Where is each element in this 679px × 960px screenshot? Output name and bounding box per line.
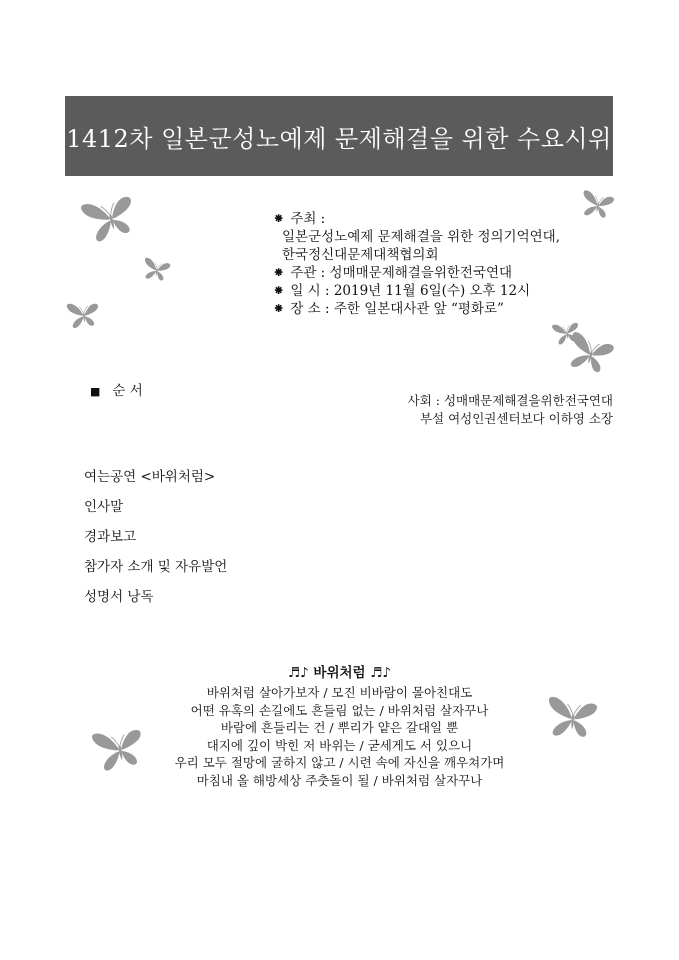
list-item: 여는공연 <바위처럼> — [84, 469, 216, 485]
organizer-line-1: 일본군성노예제 문제해결을 위한 정의기억연대, — [282, 229, 560, 245]
butterfly-icon — [140, 255, 174, 286]
lyric-line: 바람에 흔들리는 건 / 뿌리가 얕은 갈대일 뿐 — [220, 720, 459, 735]
mc-line-1: 사회 : 성매매문제해결을위한전국연대 — [407, 393, 613, 408]
song-lyrics — [0, 684, 679, 789]
program-list — [84, 467, 227, 617]
page-title: 1412차 일본군성노예제 문제해결을 위한 수요시위 — [66, 124, 612, 153]
butterfly-icon — [561, 326, 621, 381]
lyric-line: 대지에 깊이 박힌 저 바위는 / 굳세게도 서 있으니 — [206, 737, 473, 753]
event-info — [273, 210, 593, 318]
mc-line-2: 부설 여성인권센터보다 이하영 소장 — [419, 411, 613, 426]
asterisk-icon: ⁕ — [273, 301, 285, 317]
lyric-line: 어떤 유혹의 손길에도 흔들림 없는 / 바위처럼 살자꾸나 — [190, 702, 489, 718]
order-heading — [90, 379, 143, 399]
mc-info — [408, 392, 613, 428]
asterisk-icon: ⁕ — [273, 211, 285, 227]
song-title: ♬♪ 바위처럼 ♬♪ — [288, 665, 391, 681]
host-org: 주관 : 성매매문제해결을위한전국연대 — [290, 265, 513, 281]
asterisk-icon: ⁕ — [273, 265, 285, 281]
lyric-line: 마침내 올 해방세상 주춧돌이 될 / 바위처럼 살자꾸나 — [196, 772, 483, 788]
lyric-line: 바위처럼 살아가보자 / 모진 비바람이 몰아친대도 — [206, 685, 473, 700]
place-row — [273, 300, 593, 318]
organizer-row — [273, 210, 593, 228]
organizer-label: 주최 : — [290, 211, 326, 227]
list-item: 경과보고 — [84, 529, 137, 545]
asterisk-icon: ⁕ — [273, 283, 285, 299]
square-bullet-icon: ■ — [90, 385, 101, 398]
list-item: 인사말 — [84, 499, 124, 515]
datetime: 일 시 : 2019년 11월 6일(수) 오후 12시 — [290, 283, 531, 299]
butterfly-icon — [77, 186, 146, 249]
list-item: 참가자 소개 및 자유발언 — [84, 559, 228, 575]
title-banner — [65, 96, 613, 176]
order-label: 순 서 — [112, 383, 143, 399]
datetime-row — [273, 282, 593, 300]
butterfly-icon — [65, 298, 103, 331]
list-item: 성명서 낭독 — [84, 589, 154, 605]
lyric-line: 우리 모두 절망에 굴하지 않고 / 시련 속에 자신을 깨우쳐가며 — [174, 755, 505, 770]
organizer-line-2: 한국정신대문제대책협의회 — [282, 247, 439, 263]
place: 장 소 : 주한 일본대사관 앞 “평화로” — [290, 301, 504, 317]
host-org-row — [273, 264, 593, 282]
